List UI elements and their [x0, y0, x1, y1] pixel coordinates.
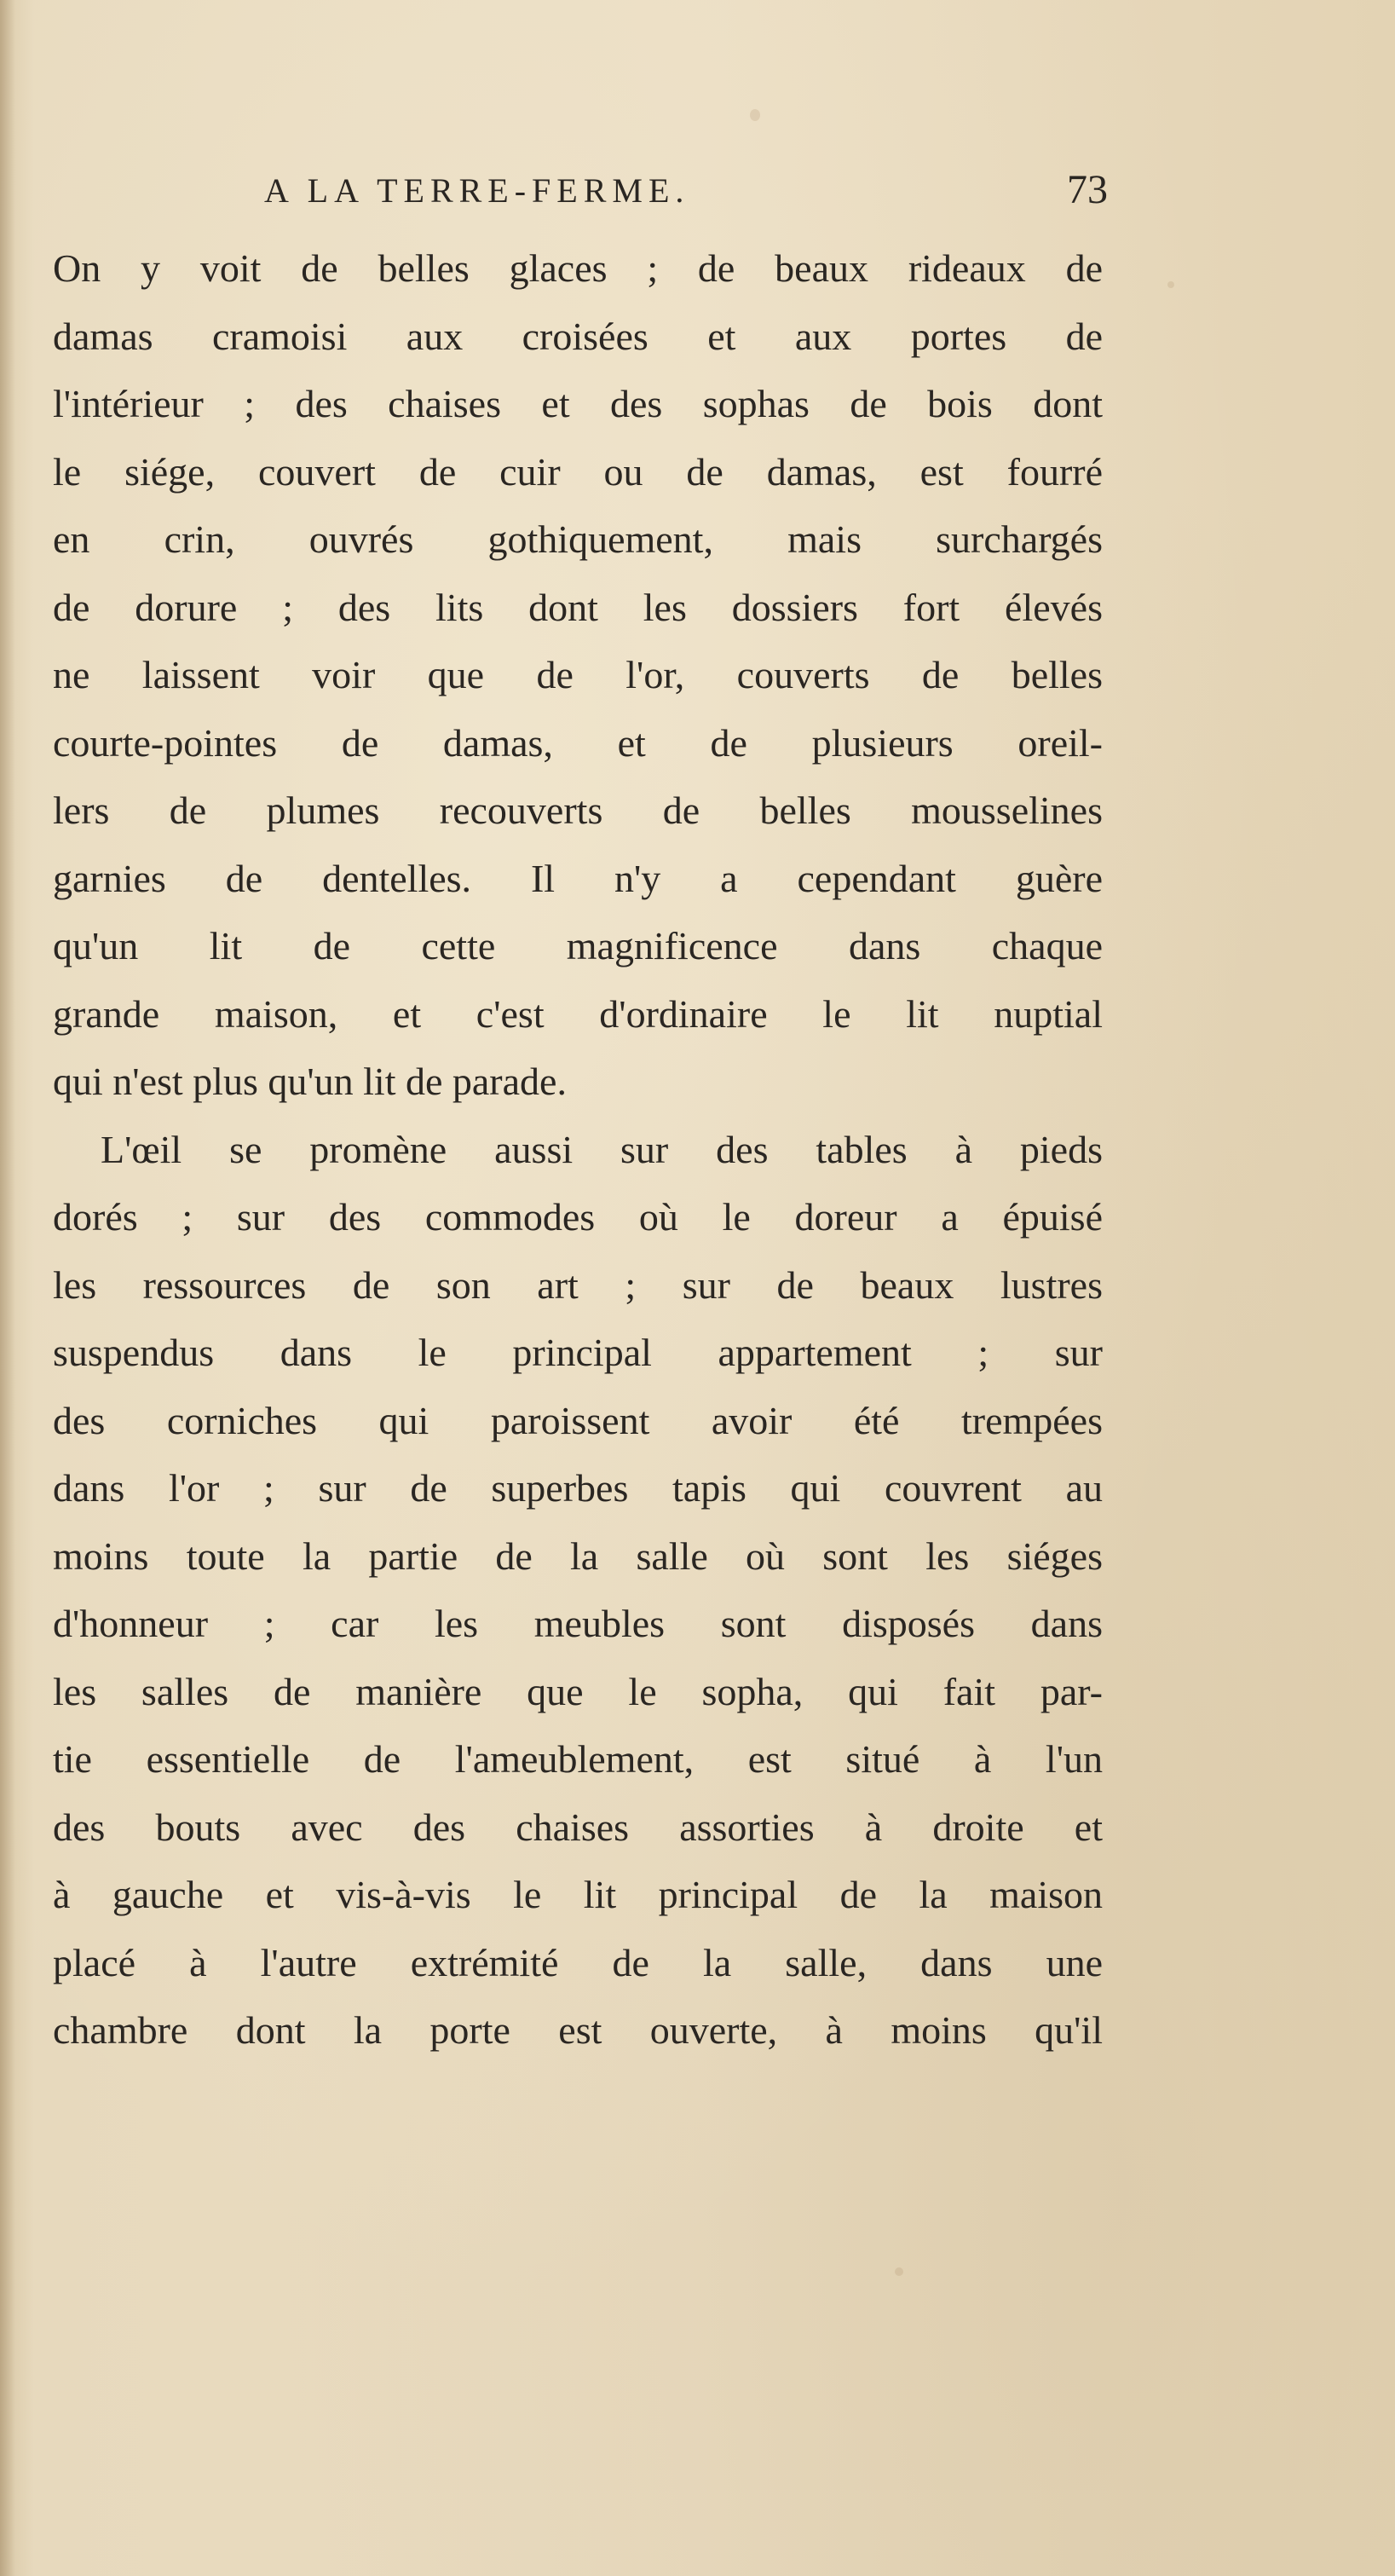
body-text: [53, 234, 1103, 2065]
text-line: moins toute la partie de la salle où sont les siéges: [53, 1533, 1103, 1578]
foxing-spot: [750, 109, 760, 121]
text-line: On y voit de belles glaces ; de beaux rideaux de: [53, 246, 1103, 290]
text-line: chambre dont la porte est ouverte, à moins qu'il: [53, 2008, 1103, 2052]
text-line: lers de plumes recouverts de belles mousselines: [53, 788, 1103, 832]
text-line: l'intérieur ; des chaises et des sophas de bois dont: [53, 382, 1103, 425]
page-number: 73: [1067, 167, 1108, 212]
foxing-spot: [1167, 281, 1174, 288]
running-title: A LA TERRE-FERME.: [264, 171, 690, 210]
text-line: des corniches qui paroissent avoir été trempées: [53, 1398, 1103, 1442]
text-line: dans l'or ; sur de superbes tapis qui couvrent au: [53, 1466, 1103, 1510]
text-line: des bouts avec des chaises assorties à droite et: [53, 1805, 1103, 1849]
text-line: ne laissent voir que de l'or, couverts de belles: [53, 653, 1103, 696]
text-line: à gauche et vis-à-vis le lit principal de la maison: [53, 1873, 1103, 1916]
text-line: tie essentielle de l'ameublement, est situé à l'un: [53, 1737, 1103, 1781]
running-header: [264, 167, 1108, 222]
page-fold-shadow: [0, 0, 15, 2576]
foxing-spot: [895, 2267, 903, 2276]
text-line: le siége, couvert de cuir ou de damas, est fourré: [53, 449, 1103, 494]
text-line: courte-pointes de damas, et de plusieurs oreil-: [53, 720, 1103, 765]
text-line: dorés ; sur des commodes où le doreur a épuisé: [53, 1195, 1103, 1239]
text-line: grande maison, et c'est d'ordinaire le lit nuptial: [53, 991, 1103, 1036]
text-line: garnies de dentelles. Il n'y a cependant guère: [53, 856, 1103, 900]
text-line: d'honneur ; car les meubles sont disposés dans: [53, 1602, 1103, 1645]
text-line: de dorure ; des lits dont les dossiers fort élevés: [53, 585, 1103, 629]
text-line: les salles de manière que le sopha, qui fait par-: [53, 1669, 1103, 1713]
text-line: suspendus dans le principal appartement ; sur: [53, 1331, 1103, 1374]
text-line: L'œil se promène aussi sur des tables à pieds: [101, 1127, 1103, 1171]
text-line: damas cramoisi aux croisées et aux portes de: [53, 314, 1103, 358]
text-line: en crin, ouvrés gothiquement, mais surchargés: [53, 517, 1103, 561]
text-line: les ressources de son art ; sur de beaux lustres: [53, 1262, 1103, 1307]
text-line: placé à l'autre extrémité de la salle, dans une: [53, 1940, 1103, 1984]
text-line: qui n'est plus qu'un lit de parade.: [53, 1060, 567, 1103]
text-line: qu'un lit de cette magnificence dans chaque: [53, 924, 1103, 967]
